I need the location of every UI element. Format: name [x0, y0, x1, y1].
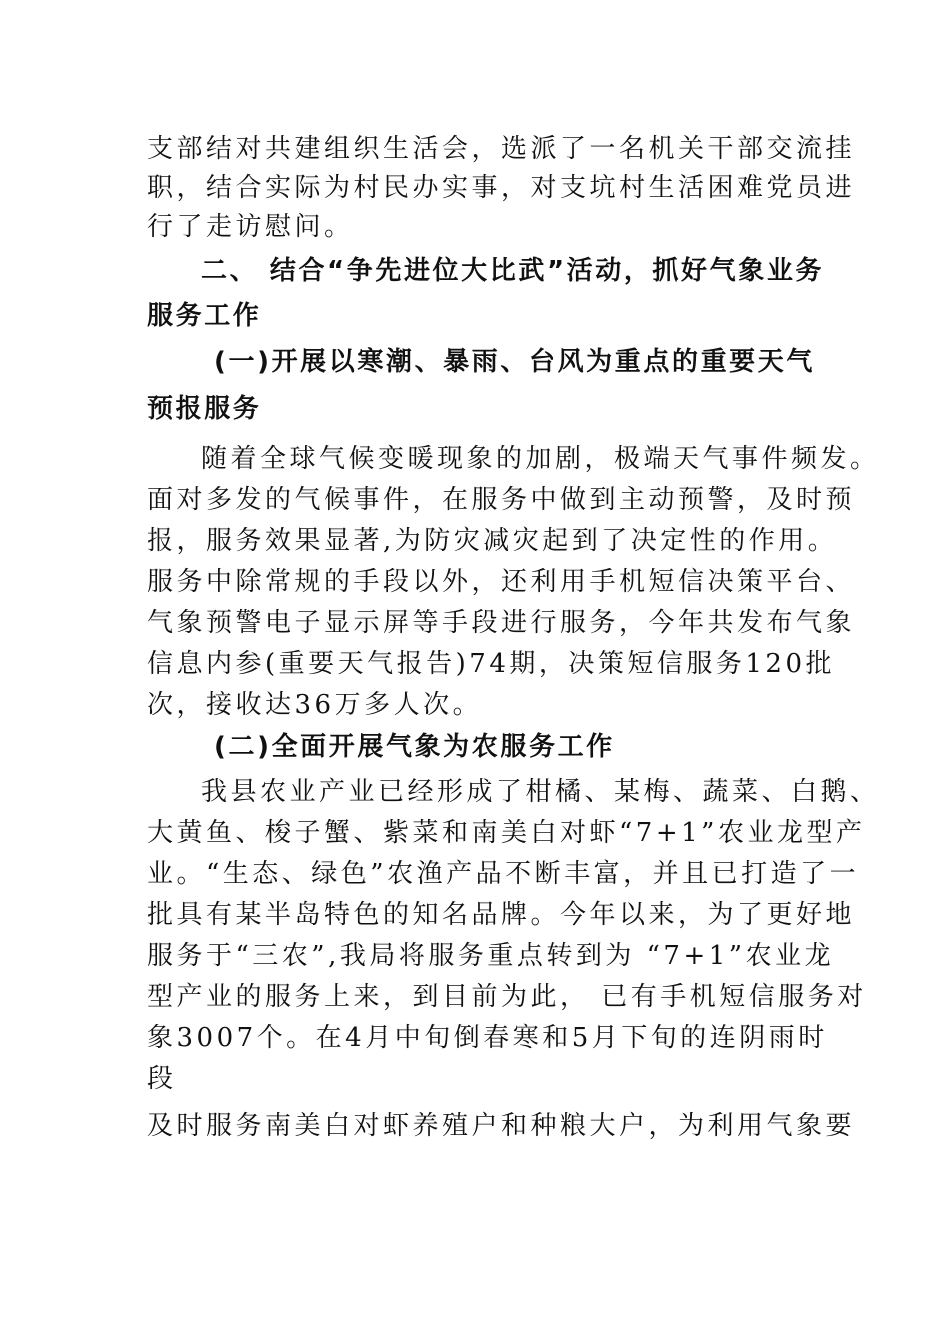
body-line: 我县农业产业已经形成了柑橘、某梅、蔬菜、白鹅、: [201, 777, 880, 807]
section-heading: 二、 结合“争先进位大比武”活动，抓好气象业务: [201, 256, 825, 286]
body-line: 及时服务南美白对虾养殖户和种粮大户，为利用气象要: [147, 1111, 856, 1141]
body-line: 报，服务效果显著,为防灾减灾起到了决定性的作用。: [147, 526, 838, 556]
subsection-heading: 预报服务: [147, 394, 262, 424]
body-line: 批具有某半岛特色的知名品牌。今年以来，为了更好地: [147, 900, 856, 930]
subsection-heading: (一)开展以寒潮、暴雨、台风为重点的重要天气: [214, 347, 815, 377]
section-heading: 服务工作: [147, 301, 262, 331]
body-line: 次，接收达36万多人次。: [147, 690, 483, 720]
body-line: 大黄鱼、梭子蟹、紫菜和南美白对虾“7+1”农业龙型产: [147, 818, 866, 848]
body-line: 职，结合实际为村民办实事，对支坑村生活困难党员进: [147, 173, 856, 203]
body-line: 行了走访慰问。: [147, 212, 354, 242]
body-line: 段: [147, 1064, 177, 1094]
body-line: 气象预警电子显示屏等手段进行服务，今年共发布气象: [147, 608, 856, 638]
body-line: 型产业的服务上来，到目前为此， 已有手机短信服务对: [147, 982, 867, 1012]
body-line: 随着全球气候变暖现象的加剧，极端天气事件频发。: [201, 444, 880, 474]
body-line: 服务于“三农”,我局将服务重点转到为 “7+1”农业龙: [147, 941, 835, 971]
body-line: 面对多发的气候事件，在服务中做到主动预警，及时预: [147, 485, 856, 515]
body-line: 象3007个。在4月中旬倒春寒和5月下旬的连阴雨时: [147, 1023, 828, 1053]
body-line: 支部结对共建组织生活会，选派了一名机关干部交流挂: [147, 134, 856, 164]
body-line: 服务中除常规的手段以外，还利用手机短信决策平台、: [147, 567, 856, 597]
body-line: 业。“生态、绿色”农渔产品不断丰富，并且已打造了一: [147, 859, 860, 889]
body-line: 信息内参(重要天气报告)74期，决策短信服务120批: [147, 649, 835, 679]
subsection-heading: (二)全面开展气象为农服务工作: [214, 732, 615, 762]
